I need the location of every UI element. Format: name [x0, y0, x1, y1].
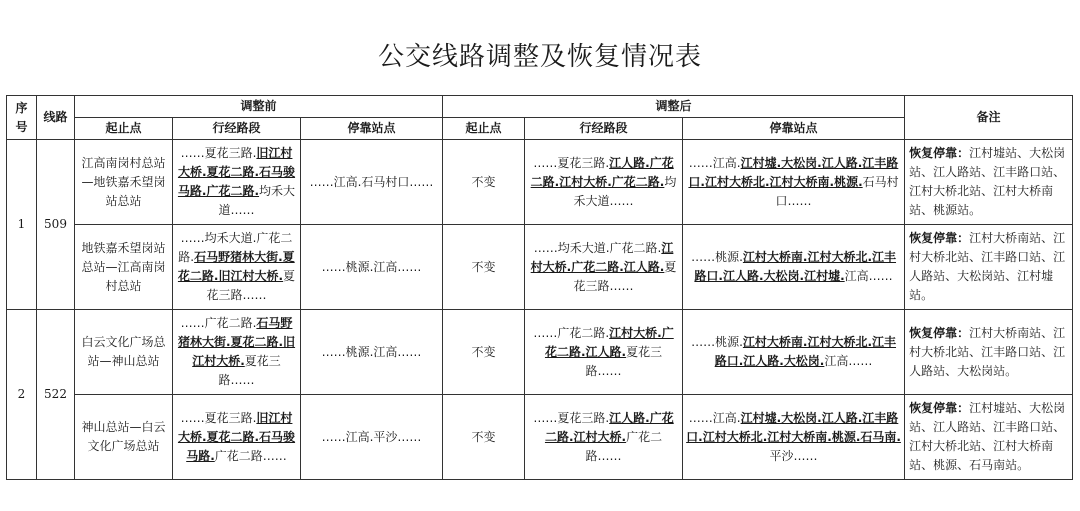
table-row: [7, 310, 1073, 395]
highlighted-segment: 石马野猪林大街.夏花二路.旧江村大桥.: [177, 250, 295, 283]
highlighted-segment: 江村大桥南.江村大桥北.江丰路口.江人路.大松岗.: [714, 335, 897, 368]
header-remark: 备注: [905, 96, 1073, 140]
remark-label: 恢复停靠：: [909, 146, 970, 160]
header-no: 序号: [7, 96, 37, 140]
highlighted-segment: 江村墟.大松岗.江人路.江丰路口.江村大桥北.江村大桥南.桃源.: [688, 155, 899, 189]
highlighted-segment: 江村大桥南.江村大桥北.江丰路口.江人路.大松岗.江村墟.: [694, 250, 897, 283]
before-endpoints: 神山总站—白云文化广场总站: [75, 395, 173, 480]
before-stops: ……桃源.江高……: [301, 225, 443, 310]
before-route: [173, 140, 301, 225]
before-stops: ……桃源.江高……: [301, 310, 443, 395]
table-row: [7, 395, 1073, 480]
text-segment: 江高……: [844, 269, 893, 283]
text-segment: ……均禾大道.广花二路.: [533, 240, 662, 255]
text-segment: ……桃源.: [691, 250, 743, 264]
highlighted-segment: 旧江村大桥.夏花二路.石马骏马路.: [177, 410, 296, 463]
remark: [905, 225, 1073, 310]
header-before-stops: 停靠站点: [301, 118, 443, 140]
after-stops: [683, 225, 905, 310]
header-after-stops: 停靠站点: [683, 118, 905, 140]
text-segment: ……广花二路.: [533, 325, 610, 340]
text-segment: ……广花二路.: [180, 316, 257, 330]
remark-label: 恢复停靠：: [909, 231, 970, 245]
remark: [905, 140, 1073, 225]
remark-text: 江村墟站、大松岗站、江人路站、江丰路口站、江村大桥北站、江村大桥南站、桃源站。: [909, 146, 1066, 217]
highlighted-segment: 江人路.广花二路.江村大桥.广花二路.: [530, 155, 674, 189]
text-segment: ……均禾大道.广花二路.: [178, 231, 293, 264]
remark-label: 恢复停靠：: [909, 325, 970, 340]
after-route: [525, 395, 683, 480]
after-route: [525, 225, 683, 310]
text-segment: 均禾大道……: [573, 174, 677, 208]
header-before: 调整前: [75, 96, 443, 118]
text-segment: 平沙……: [769, 448, 818, 463]
after-stops: [683, 140, 905, 225]
highlighted-segment: 江人路.广花二路.江村大桥.: [544, 410, 674, 444]
after-stops: [683, 310, 905, 395]
after-endpoints: 不变: [443, 140, 525, 225]
highlighted-segment: 江村大桥.广花二路.江人路.: [530, 240, 674, 274]
route-adjustment-table: [6, 95, 1073, 480]
before-route: [173, 395, 301, 480]
text-segment: 夏花三路……: [585, 344, 663, 378]
header-before-route: 行经路段: [173, 118, 301, 140]
header-after-route: 行经路段: [525, 118, 683, 140]
table-row: [7, 140, 1073, 225]
header-before-endpoints: 起止点: [75, 118, 173, 140]
text-segment: ……桃源.: [691, 335, 743, 349]
text-segment: 均禾大道……: [218, 184, 296, 217]
remark-text: 江村大桥南站、江村大桥北站、江丰路口站、江人路站、大松岗站、江村墟站。: [909, 231, 1066, 302]
remark-label: 恢复停靠：: [909, 401, 970, 415]
header-line: 线路: [37, 96, 75, 140]
header-after: 调整后: [443, 96, 905, 118]
table-row: [7, 225, 1073, 310]
text-segment: ……江高.: [688, 155, 741, 170]
text-segment: 夏花三路……: [206, 269, 296, 302]
after-endpoints: 不变: [443, 225, 525, 310]
before-stops: ……江高.石马村口……: [301, 140, 443, 225]
before-endpoints: 地铁嘉禾望岗站总站—江高南岗村总站: [75, 225, 173, 310]
before-route: [173, 310, 301, 395]
after-endpoints: 不变: [443, 395, 525, 480]
text-segment: ……夏花三路.: [533, 410, 610, 425]
text-segment: 夏花三路……: [218, 354, 281, 387]
remark-text: 江村墟站、大松岗站、江人路站、江丰路口站、江村大桥北站、江村大桥南站、桃源、石马南站。: [909, 401, 1066, 472]
page-title: 公交线路调整及恢复情况表: [377, 42, 702, 72]
header-row-1: [7, 96, 1073, 118]
highlighted-segment: 江村大桥.广花二路.江人路.: [544, 325, 674, 359]
highlighted-segment: 石马野猪林大街.夏花二路.旧江村大桥.: [177, 316, 296, 368]
row-number: 1: [7, 140, 37, 310]
text-segment: ……夏花三路.: [180, 146, 257, 160]
text-segment: 夏花三路……: [573, 259, 677, 293]
text-segment: 广花二路……: [585, 429, 663, 463]
highlighted-segment: 旧江村大桥.夏花二路.石马骏马路.广花二路.: [177, 146, 296, 198]
text-segment: ……江高.: [688, 410, 741, 425]
after-route: [525, 140, 683, 225]
line-number: 522: [37, 310, 75, 480]
remark: [905, 395, 1073, 480]
row-number: 2: [7, 310, 37, 480]
after-endpoints: 不变: [443, 310, 525, 395]
before-stops: ……江高.平沙……: [301, 395, 443, 480]
text-segment: 广花二路……: [214, 448, 287, 463]
line-number: 509: [37, 140, 75, 310]
before-route: [173, 225, 301, 310]
highlighted-segment: 江村墟.大松岗.江人路.江丰路口.江村大桥北.江村大桥南.桃源.石马南.: [686, 410, 901, 444]
after-route: [525, 310, 683, 395]
header-after-endpoints: 起止点: [443, 118, 525, 140]
text-segment: 江高……: [824, 354, 873, 368]
text-segment: ……夏花三路.: [533, 155, 610, 170]
before-endpoints: 白云文化广场总站—神山总站: [75, 310, 173, 395]
remark: [905, 310, 1073, 395]
remark-text: 江村大桥南站、江村大桥北站、江丰路口站、江人路站、大松岗站。: [909, 325, 1066, 378]
before-endpoints: 江高南岗村总站—地铁嘉禾望岗站总站: [75, 140, 173, 225]
after-stops: [683, 395, 905, 480]
text-segment: 石马村口……: [775, 174, 899, 208]
text-segment: ……夏花三路.: [180, 410, 257, 425]
